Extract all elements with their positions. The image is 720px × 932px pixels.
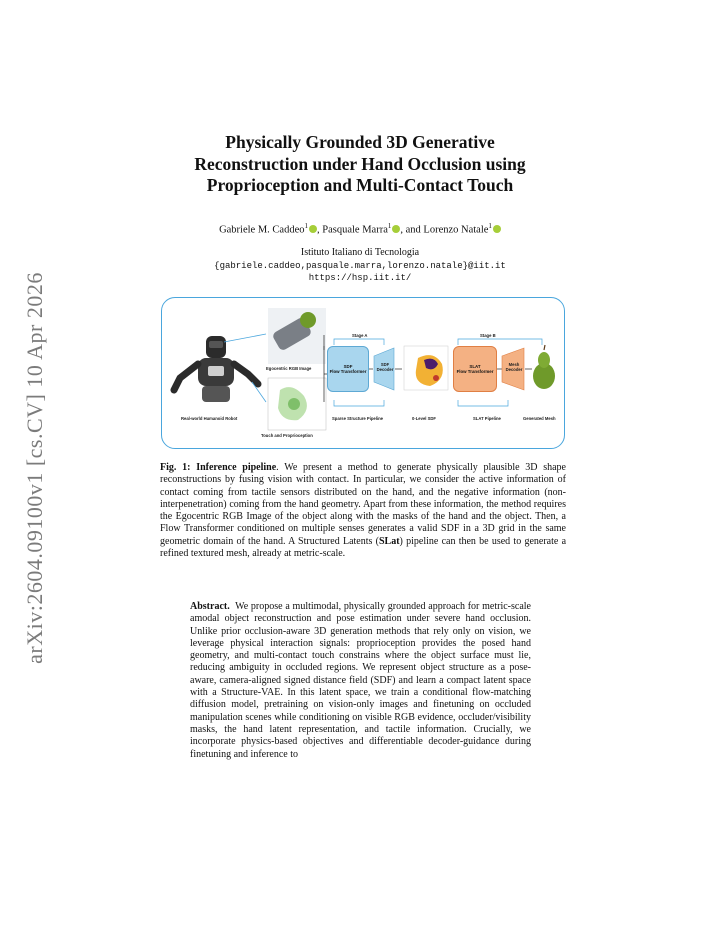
author-1: Gabriele M. Caddeo [219, 224, 305, 236]
robot-label: Real-world Humanoid Robot [181, 416, 238, 421]
slat-flow-transformer-box [453, 346, 497, 392]
paper-title [150, 132, 570, 197]
author-list [150, 222, 570, 236]
author-1-affil: 1 [304, 222, 308, 230]
author-2: Pasquale Marra [322, 224, 388, 236]
generated-mesh-pear [533, 345, 555, 389]
caption-text-1: . We present a method to generate physically plausible 3D shape reconstructions by fusing vision with contact. In particular, we consider the active information of contact coming from tactile sensors distributed on the hand, and the negative information (non-interpenetration) coming from the hand geometry. Apart from these information, the method requires the Egocentric RGB Image of the object along with the masks of the hand and the object. Then, a Flow Transformer conditioned on multiple senses generates a valid SDF in a 3D grid in the same geometric domain of the hand. A Structured Latents ( [160, 462, 566, 547]
egocentric-rgb-image [268, 308, 326, 364]
orcid-icon[interactable] [493, 225, 501, 233]
title-line-2: Reconstruction under Hand Occlusion using [194, 153, 526, 174]
mesh-dec-label-2: Decoder [505, 367, 523, 372]
zero-level-sdf-label: 0-Level SDF [412, 416, 436, 421]
slat-flow-label-1: SLAT [469, 364, 481, 369]
sdf-dec-label-1: SDF [380, 362, 390, 367]
stage-b-label: Stage B [480, 333, 496, 338]
emails[interactable]: {gabriele.caddeo,pasquale.marra,lorenzo.natale}@iit.it [214, 260, 506, 271]
title-line-1: Physically Grounded 3D Generative [225, 132, 495, 152]
figure-caption [160, 462, 566, 560]
mesh-dec-label-1: Mesh [508, 362, 520, 367]
caption-label: Fig. 1: [160, 462, 191, 473]
slat-flow-label-2: Flow Transformer [456, 369, 494, 374]
egocentric-rgb-label: Egocentric RGB Image [266, 366, 312, 371]
mesh-decoder-label [503, 362, 525, 372]
title-line-3: Proprioception and Multi-Contact Touch [206, 175, 514, 195]
author-2-affil: 1 [387, 222, 392, 230]
sdf-flow-label-2: Flow Transformer [329, 369, 367, 374]
abstract-text: We propose a multimodal, physically grounded approach for metric-scale amodal object reconstruction and pose estimation under severe hand occlusion. Unlike prior occlusion-aware 3D generation methods that rely only on vision, we leverage physical interaction signals: proprioception provides the posed hand geometry, and multi-contact touch constrains where the object surface must lie, reducing ambiguity in occluded regions. We represent object structure as a pose-aware, camera-aligned signed distance field (SDF) and learn a compact latent space with a Structure-VAE. In this latent space, we train a conditional flow-matching diffusion model, pretraining on vision-only images and finetuning on occluded manipulation scenes while conditioning on visible RGB evidence, occluder/visibility masks, the hand latent representation, and tactile information. Crucially, we incorporate physics-based objectives and differentiable decoder-guidance during finetuning and inference to [190, 601, 531, 760]
caption-text-2: ) pipeline can then be used to generate a refined textured mesh, already at metric-scale. [160, 535, 567, 560]
abstract [190, 601, 531, 761]
touch-proprioception-label: Touch and Proprioception [261, 433, 313, 438]
stage-a-label: Stage A [352, 333, 368, 338]
generated-mesh-label: Generated Mesh [523, 416, 556, 421]
orcid-icon[interactable] [309, 225, 317, 233]
project-url[interactable]: https://hsp.iit.it/ [308, 273, 412, 283]
author-3: Lorenzo Natale [423, 224, 489, 236]
sdf-voxel-plot [404, 346, 448, 390]
slat-pipeline-label: SLAT Pipeline [473, 416, 501, 421]
sdf-decoder-label [375, 362, 395, 372]
caption-title: Inference pipeline [196, 462, 277, 473]
arxiv-identifier-text: arXiv:2604.09100v1 [cs.CV] 10 Apr 2026 [22, 272, 47, 664]
institute: Istituto Italiano di Tecnologia [300, 247, 420, 258]
sdf-flow-label-1: SDF [343, 364, 353, 369]
caption-slat: SLat [378, 535, 400, 547]
sparse-structure-label: Sparse Structure Pipeline [332, 416, 383, 421]
touch-proprioception-plot [268, 378, 326, 430]
sdf-dec-label-2: Decoder [376, 367, 394, 372]
humanoid-robot-illustration [174, 336, 258, 402]
author-sep-1: , [317, 224, 323, 236]
affiliation-block [150, 247, 570, 285]
pipeline-figure [161, 297, 565, 449]
author-3-affil: 1 [488, 222, 492, 230]
sdf-flow-transformer-box [327, 346, 369, 392]
arxiv-identifier [18, 258, 52, 678]
author-sep-2: , and [400, 224, 424, 236]
abstract-label: Abstract. [190, 601, 230, 612]
